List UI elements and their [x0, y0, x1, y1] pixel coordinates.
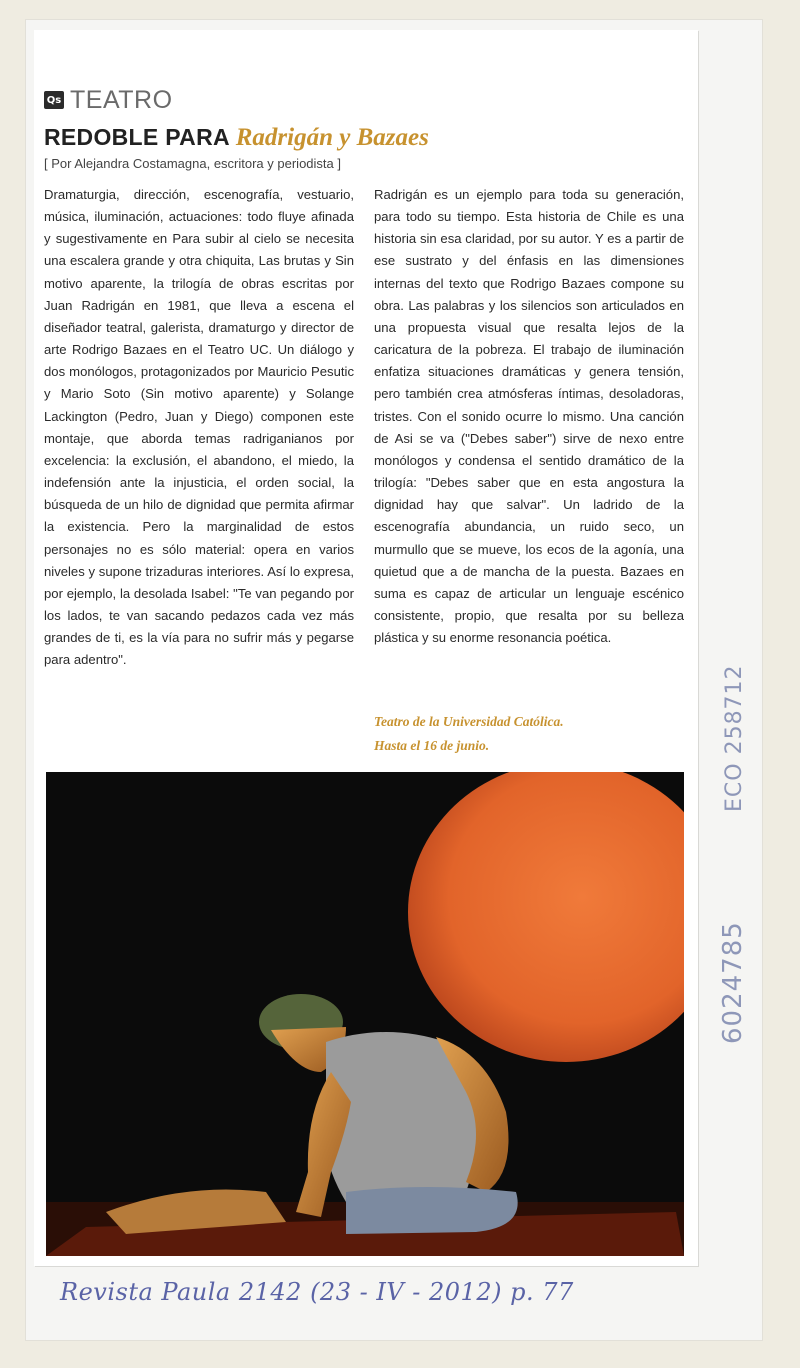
section-header [44, 85, 173, 114]
venue-info: Teatro de la Universidad Católica. [374, 714, 564, 729]
handwritten-citation: Revista Paula 2142 (23 - IV - 2012) p. 77 [60, 1278, 574, 1306]
archive-code-2: 6024785 [718, 921, 748, 1044]
archive-code-1: ECO 258712 [722, 664, 747, 812]
faded-watermark [560, 82, 680, 108]
byline: [ Por Alejandra Costamagna, escritora y periodista ] [44, 156, 341, 171]
article-text-right: Radrigán es un ejemplo para toda su generación, para todo su tiempo. Esta historia de Chile es una historia sin esa claridad, por su autor. Y es a partir de ese sustrato y del énfasis en las dimensiones internas del texto que Rodrigo Bazaes compone su obra. Las palabras y los silencios son articulados en una propuesta visual que resalta lejos de la caricatura de la pobreza. El trabajo de iluminación enfatiza situaciones dramáticas y genera tensión, pero también crea atmósferas íntimas, desoladoras, tristes. Con el sonido ocurre lo mismo. Una canción de Asi se va ("Debes saber") sirve de nexo entre monólogos y condensa el sentido dramático de la trilogía: "Debes saber que en esta angostura la dignidad hay que salvar". Un ladrido de la escenografía abundancia, un ruido seco, un murmullo que se mueve, los ecos de la agonía, una quietud que a de mancha de la puesta. Bazaes en suma es capaz de articular un lenguaje escénico consistente, propio, que resalta por su belleza plástica y su enorme resonancia poética. [374, 187, 684, 646]
stage-photo [46, 772, 684, 1256]
article-column-right [374, 184, 684, 704]
headline [44, 124, 429, 152]
headline-names: Radrigán y Bazaes [235, 124, 429, 151]
article-text-left: Dramaturgia, dirección, escenografía, vestuario, música, iluminación, actuaciones: todo fluye afinada y sugestivamente en Para subir al cielo se necesita una escalera grande y otra chiquita, Las brutas y Sin motivo aparente, la trilogía de obras escritas por Juan Radrigán en 1981, que lleva a escena el diseñador teatral, galerista, dramaturgo y director de arte Rodrigo Bazaes en el Teatro UC. Un diálogo y dos monólogos, protagonizados por Mauricio Pesutic y Mario Soto (Sin motivo aparente) y Solange Lackington (Pedro, Juan y Diego) componen este montaje, que aborda temas radriganianos por excelencia: la exclusión, el abandono, el miedo, la indefensión ante la injusticia, el orden social, la búsqueda de un hilo de dignidad que permita afirmar la existencia. Pero la marginalidad de estos personajes no es sólo material: opera en varios niveles y supone trizaduras interiores. Así lo expresa, por ejemplo, la desolada Isabel: "Te van pegando por los lados, te van sacando pedazos cada vez más grandes de ti, es la vía para no sufrir más y pegarse para adentro". [44, 187, 354, 668]
dates-info: Hasta el 16 de junio. [374, 738, 490, 753]
article-column-left [44, 184, 354, 744]
magazine-logo: Qs [44, 91, 64, 109]
section-name: TEATRO [70, 85, 173, 114]
stage-photo-illustration [46, 772, 684, 1256]
headline-prefix: REDOBLE PARA [44, 124, 236, 150]
